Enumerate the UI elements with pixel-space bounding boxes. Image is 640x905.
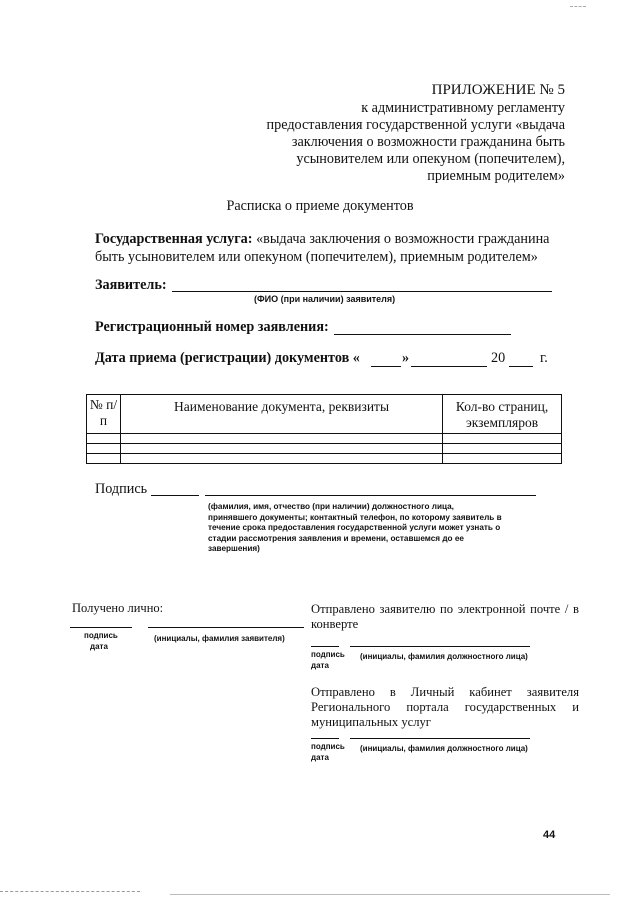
date-received-label: Дата приема (регистрации) документов « [95, 350, 360, 366]
appendix-line: усыновителем или опекуном (попечителем), [296, 151, 565, 167]
scan-edge-line [0, 891, 140, 892]
email-date-label: дата [311, 661, 329, 670]
date-day-field[interactable] [371, 366, 401, 367]
appendix-line: предоставления государственной услуги «выдача [266, 117, 565, 133]
cabinet-sign-field[interactable] [311, 738, 339, 739]
table-cell[interactable] [443, 434, 562, 444]
received-sign-field[interactable] [70, 627, 132, 628]
signature-hint-line: течение срока предоставления государственной услуги может узнать о [208, 523, 501, 532]
service-label: Государственная услуга: [95, 231, 253, 247]
cabinet-initials-hint: (инициалы, фамилия должностного лица) [360, 744, 528, 753]
signature-hint-line: (фамилия, имя, отчество (при наличии) должностного лица, [208, 502, 454, 511]
date-close-quote: » [402, 350, 410, 366]
appendix-line: к административному регламенту [361, 100, 565, 116]
table-cell[interactable] [87, 454, 121, 464]
date-year-prefix: 20 [491, 350, 506, 366]
table-cell[interactable] [87, 444, 121, 454]
email-initials-hint: (инициалы, фамилия должностного лица) [360, 652, 528, 661]
cabinet-initials-field[interactable] [350, 738, 530, 739]
signature-hint-line: стадии рассмотрения заявления и времени, оставшемся до ее [208, 533, 464, 543]
table-header-row [87, 395, 562, 434]
date-year-field[interactable] [509, 366, 533, 367]
appendix-title: ПРИЛОЖЕНИЕ № 5 [431, 82, 565, 98]
date-year-suffix: г. [540, 350, 548, 366]
received-initials-field[interactable] [148, 627, 304, 628]
scan-corner-mark [570, 6, 586, 7]
service-text-1: «выдача заключения о возможности гражданина [256, 231, 550, 247]
registration-number-field[interactable] [334, 334, 511, 335]
table-cell[interactable] [120, 454, 442, 464]
page-number: 44 [543, 829, 556, 841]
document-title: Расписка о приеме документов [226, 198, 414, 214]
table-row [87, 444, 562, 454]
column-header-pages: Кол-во страниц, экземпляров [443, 395, 562, 434]
received-sign-label: подпись [84, 631, 118, 640]
service-line-1 [95, 230, 575, 248]
table-row [87, 434, 562, 444]
table-cell[interactable] [120, 434, 442, 444]
signature-label: Подпись [95, 481, 148, 497]
signature-hint-line: принявшего документы; контактный телефон, по которому заявитель в [208, 512, 502, 522]
table-cell[interactable] [443, 444, 562, 454]
service-block [95, 230, 575, 266]
appendix-subtitle [205, 100, 565, 185]
documents-table [86, 394, 562, 464]
column-header-document: Наименование документа, реквизиты [120, 395, 442, 434]
cabinet-date-label: дата [311, 753, 329, 762]
cabinet-sign-label: подпись [311, 742, 345, 751]
service-text-2: быть усыновителем или опекуном (попечителем), приемным родителем» [95, 249, 538, 265]
applicant-hint: (ФИО (при наличии) заявителя) [254, 294, 396, 304]
official-name-field[interactable] [205, 495, 536, 496]
applicant-label: Заявитель: [95, 277, 167, 293]
email-initials-field[interactable] [350, 646, 530, 647]
sent-cabinet-text: Отправлено в Личный кабинет заявителя Регионального портала государственных и муниципальных услуг [311, 685, 579, 729]
applicant-name-field[interactable] [172, 291, 552, 292]
email-sign-field[interactable] [311, 646, 339, 647]
scan-edge-line [170, 894, 610, 895]
signature-field[interactable] [151, 495, 199, 496]
column-header-number: № п/п [87, 395, 121, 434]
received-date-label: дата [90, 642, 108, 651]
signature-hint [208, 502, 548, 555]
date-month-field[interactable] [411, 366, 487, 367]
table-cell[interactable] [87, 434, 121, 444]
sent-email-text: Отправлено заявителю по электронной почте / в конверте [311, 602, 579, 631]
received-personally-label: Получено лично: [72, 601, 164, 615]
table-row [87, 454, 562, 464]
signature-hint-line: завершения) [208, 544, 260, 553]
registration-label: Регистрационный номер заявления: [95, 319, 329, 335]
table-cell[interactable] [443, 454, 562, 464]
table-cell[interactable] [120, 444, 442, 454]
appendix-line: заключения о возможности гражданина быть [291, 134, 565, 150]
email-sign-label: подпись [311, 650, 345, 659]
appendix-line: приемным родителем» [427, 168, 565, 184]
received-initials-hint: (инициалы, фамилия заявителя) [154, 634, 285, 643]
